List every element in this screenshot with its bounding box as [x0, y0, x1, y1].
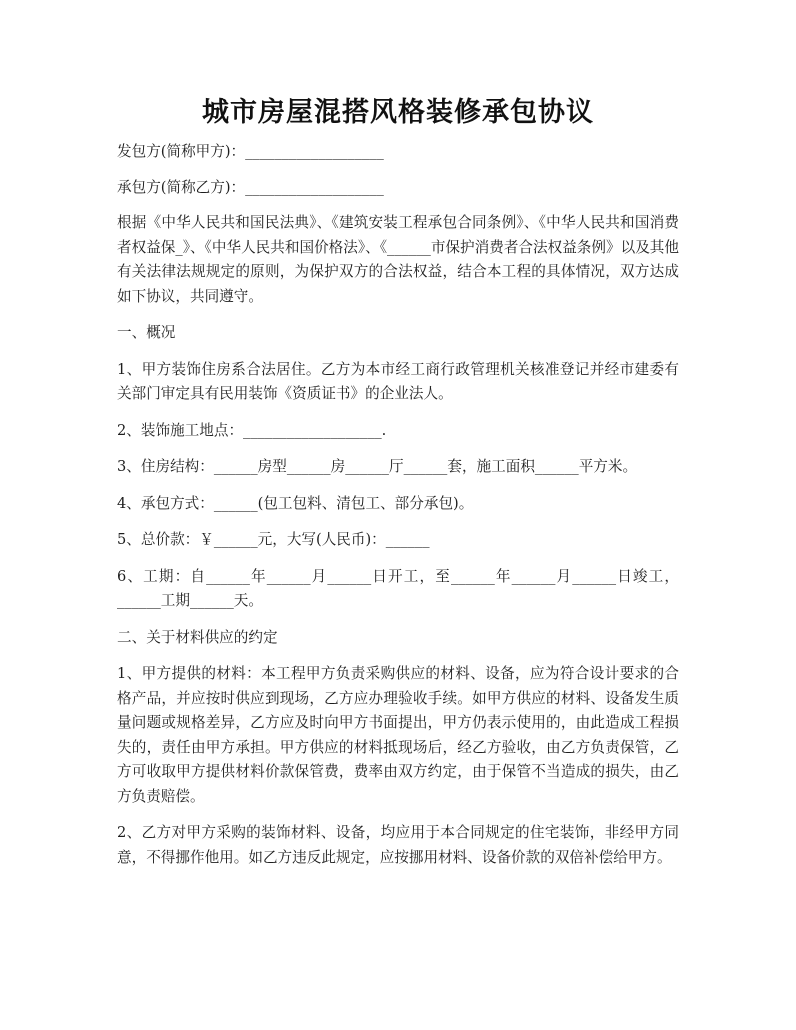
section-2-heading: 二、关于材料供应的约定	[117, 628, 278, 646]
section-2-item-1: 1、甲方提供的材料：本工程甲方负责采购供应的材料、设备，应为符合设计要求的合格产品，并应按时供应到现场，乙方应办理验收手续。如甲方供应的材料、设备发生质量问题或规格差异，乙方应及时向甲方书面提出，甲方仍表示使用的，由此造成工程损失的，责任由甲方承担。甲方供应的材料抵现场后，经乙方验收，由乙方负责保管，乙方可收取甲方提供材料价款保管费，费率由双方约定，由于保管不当造成的损失，由乙方负责赔偿。	[117, 665, 679, 805]
party-b-line: 承包方(简称乙方)：___________________	[117, 178, 384, 196]
section-1-item-3: 3、住房结构：______房型______房______厅______套，施工面积______平方米。	[117, 458, 638, 475]
section-1-item-4: 4、承包方式：______(包工包料、清包工、部分承包)。	[117, 494, 474, 512]
party-a-line: 发包方(简称甲方)：___________________	[117, 143, 384, 160]
document-title: 城市房屋混搭风格装修承包协议	[202, 97, 594, 128]
section-1-item-2: 2、装饰施工地点：___________________.	[117, 421, 387, 439]
section-1-item-1: 1、甲方装饰住房系合法居住。乙方为本市经工商行政管理机关核准登记并经市建委有关部门审定具有民用装饰《资质证书》的企业法人。	[117, 360, 679, 402]
section-1-item-6: 6、工期：自______年______月______日开工，至______年______月______日竣工，______工期______天。	[117, 567, 679, 609]
section-1-heading: 一、概况	[117, 324, 176, 341]
preamble-paragraph: 根据《中华人民共和国民法典》、《建筑安装工程承包合同条例》、《中华人民共和国消费者权益保_》、《中华人民共和国价格法》、《______市保护消费者合法权益条例》以及其他有关法律法规规定的原则，为保护双方的合法权益，结合本工程的具体情况，双方达成如下协议，共同遵守。	[117, 214, 679, 305]
section-1-item-5: 5、总价款：￥______元，大写(人民币)：______	[117, 531, 430, 548]
section-2-item-2: 2、乙方对甲方采购的装饰材料、设备，均应用于本合同规定的住宅装饰，非经甲方同意，不得挪作他用。如乙方违反此规定，应按挪用材料、设备价款的双倍补偿给甲方。	[117, 824, 679, 866]
